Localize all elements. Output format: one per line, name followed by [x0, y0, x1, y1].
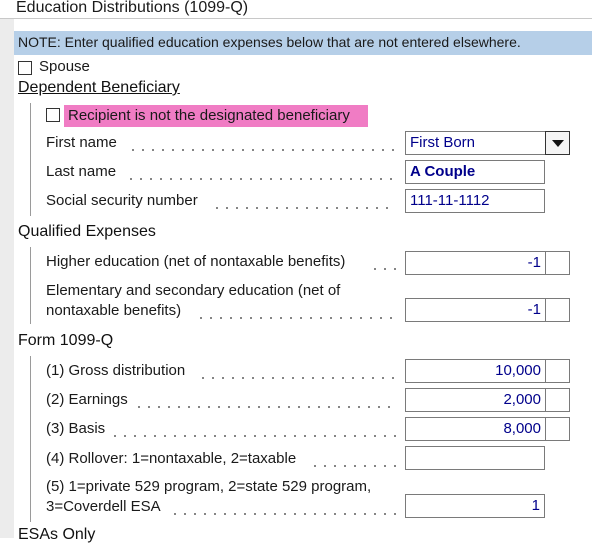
last-name-label: Last name [46, 163, 117, 180]
recipient-not-designated-checkbox[interactable] [46, 108, 60, 122]
basis-aux-box[interactable] [545, 417, 570, 441]
page-title: Education Distributions (1099-Q) [16, 0, 249, 16]
dependent-beneficiary-heading: Dependent Beneficiary [18, 79, 180, 96]
earnings-aux-box[interactable] [545, 388, 570, 412]
leader-dots [110, 435, 396, 437]
spouse-checkbox[interactable] [18, 61, 32, 75]
group-line-qualified [30, 247, 31, 324]
leader-dots [134, 406, 396, 408]
leader-dots [310, 465, 396, 467]
higher-education-aux-box[interactable] [545, 251, 570, 275]
esas-only-heading: ESAs Only [18, 526, 96, 543]
higher-education-label: Higher education (net of nontaxable benefits) [46, 253, 346, 270]
higher-education-field[interactable]: -1 [405, 251, 546, 275]
left-gutter [0, 0, 14, 538]
ssn-field[interactable]: 111-11-1112 [405, 189, 545, 213]
leader-dots [370, 268, 396, 270]
basis-label: (3) Basis [46, 420, 106, 437]
first-name-dropdown-button[interactable] [545, 131, 570, 155]
recipient-not-designated-label: Recipient is not the designated beneficiary [68, 107, 350, 124]
leader-dots [198, 377, 396, 379]
first-name-field[interactable]: First Born [405, 131, 546, 155]
leader-dots [170, 513, 396, 515]
leader-dots [212, 207, 396, 209]
ssn-label: Social security number [46, 192, 198, 209]
elementary-secondary-label-line2: nontaxable benefits) [46, 302, 182, 319]
gross-distribution-aux-box[interactable] [545, 359, 570, 383]
program-type-label-line1: (5) 1=private 529 program, 2=state 529 program, [46, 478, 372, 495]
rollover-field[interactable] [405, 446, 545, 470]
note-text: NOTE: Enter qualified education expenses below that are not entered elsewhere. [18, 34, 521, 50]
elementary-secondary-aux-box[interactable] [545, 298, 570, 322]
basis-field[interactable]: 8,000 [405, 417, 546, 441]
program-type-field[interactable]: 1 [405, 494, 545, 518]
elementary-secondary-field[interactable]: -1 [405, 298, 546, 322]
gross-distribution-field[interactable]: 10,000 [405, 359, 546, 383]
earnings-label: (2) Earnings [46, 391, 128, 408]
note-banner [14, 31, 592, 55]
last-name-field[interactable]: A Couple [405, 160, 545, 184]
group-line-1099q [30, 356, 31, 522]
chevron-down-icon [552, 140, 564, 147]
leader-dots [196, 317, 396, 319]
program-type-label-line2: 3=Coverdell ESA [46, 498, 161, 515]
group-line-dependent [30, 103, 31, 216]
elementary-secondary-label-line1: Elementary and secondary education (net of [46, 282, 341, 299]
leader-dots [128, 149, 396, 151]
form-1099q-heading: Form 1099-Q [18, 332, 114, 349]
leader-dots [126, 178, 396, 180]
gross-distribution-label: (1) Gross distribution [46, 362, 186, 379]
title-bar [0, 0, 592, 19]
first-name-label: First name [46, 134, 117, 151]
spouse-label: Spouse [39, 58, 90, 75]
earnings-field[interactable]: 2,000 [405, 388, 546, 412]
rollover-label: (4) Rollover: 1=nontaxable, 2=taxable [46, 450, 297, 467]
qualified-expenses-heading: Qualified Expenses [18, 223, 156, 240]
